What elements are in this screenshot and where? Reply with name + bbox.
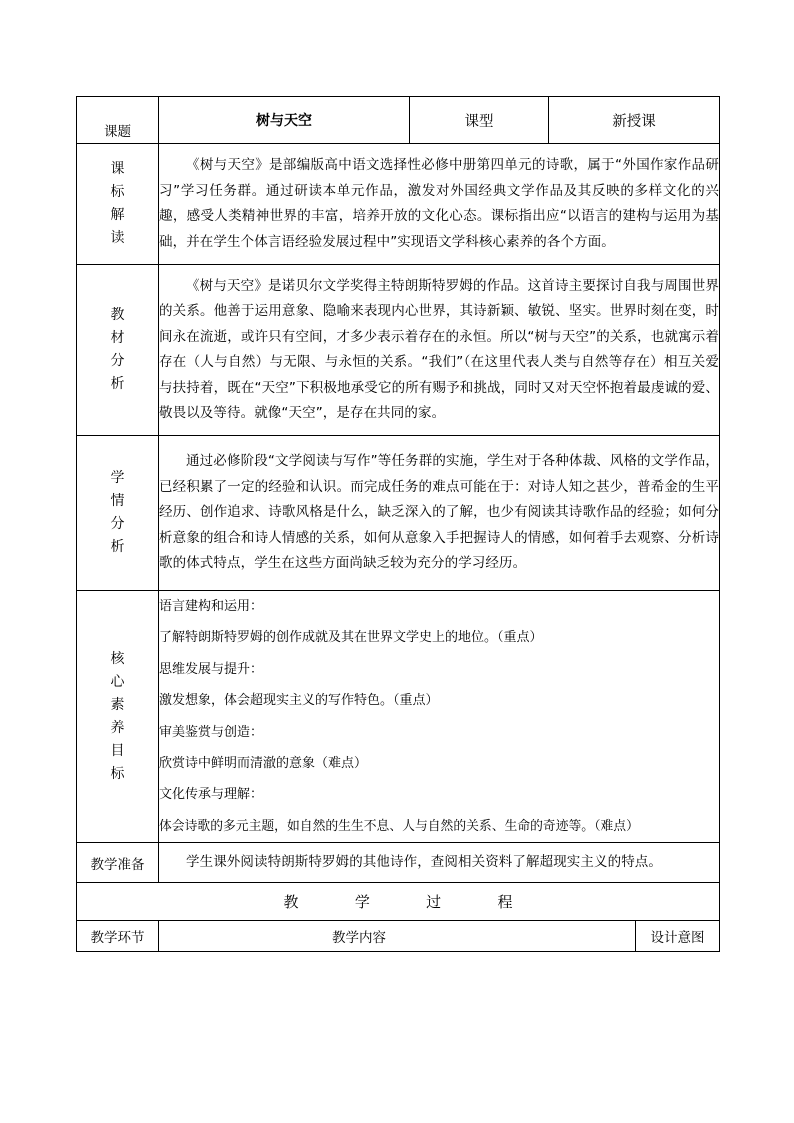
process-char: 过 <box>426 893 442 912</box>
students-label-char: 分 <box>110 516 125 532</box>
process-heading <box>77 883 720 921</box>
preparation-row <box>77 843 720 883</box>
topic-value-cell <box>159 97 410 144</box>
content-column-header <box>159 921 636 952</box>
goal-heading: 文化传承与理解： <box>159 787 264 803</box>
goals-label-char: 目 <box>110 742 125 759</box>
process-row <box>77 883 720 921</box>
material-label-char: 分 <box>110 353 125 369</box>
students-label-char: 析 <box>110 539 125 555</box>
lesson-plan-table <box>76 96 720 952</box>
goals-row <box>77 591 720 843</box>
intent-column-header: 设计意图 <box>636 921 720 952</box>
students-label-char: 情 <box>110 493 125 509</box>
goals-label-char: 心 <box>110 673 125 690</box>
goal-item: 欣赏诗中鲜明而清澈的意象（难点） <box>159 756 368 772</box>
goals-label-char: 标 <box>110 765 125 782</box>
material-label-char: 析 <box>110 376 125 392</box>
preparation-label: 教学准备 <box>90 856 145 873</box>
header-row <box>77 97 720 144</box>
process-char: 程 <box>497 893 513 912</box>
standards-text: 《树与天空》是部编版高中语文选择性必修中册第四单元的诗歌，属于“外国作家作品研习”学习任务群。通过研读本单元作品，激发对外国经典文学作品及其反映的多样文化的兴趣，感受人类精神世界的丰富，培养开放的文化心态。课标指出应“以语言的建构与运用为基础，并在学生个体言语经验发展过程中”实现语文学科核心素养的各个方面。 <box>159 144 720 265</box>
goals-content <box>159 591 720 843</box>
standards-label-cell <box>77 144 159 265</box>
material-text: 《树与天空》是诺贝尔文学奖得主特朗斯特罗姆的作品。这首诗主要探讨自我与周围世界的关系。他善于运用意象、隐喻来表现内心世界，其诗新颖、敏锐、坚实。世界时刻在变，时间永在流逝，或许只有空间，才多少表示着存在的永恒。所以“树与天空”的关系，也就寓示着存在（人与自然）与无限、与永恒的关系。“我们”（在这里代表人类与自然等存在）相互关爱与扶持着，既在“天空”下积极地承受它的所有赐予和挑战，同时又对天空怀抱着最虔诚的爱、敬畏以及等待。就像“天空”，是存在共同的家。 <box>159 265 720 436</box>
goals-label-char: 养 <box>110 719 125 736</box>
goals-label-cell <box>77 591 159 843</box>
topic-value: 树与天空 <box>256 113 312 129</box>
standards-label-char: 标 <box>110 184 125 200</box>
goal-item: 激发想象，体会超现实主义的写作特色。（重点） <box>159 693 439 709</box>
columns-row <box>77 921 720 952</box>
students-text: 通过必修阶段“文学阅读与写作”等任务群的实施，学生对于各种体裁、风格的文学作品，已经积累了一定的经验和认识。而完成任务的难点可能在于：对诗人知之甚少，普希金的生平经历、创作追求、诗歌风格是什么，缺乏深入的了解，也少有阅读其诗歌作品的经验；如何分析意象的组合和诗人情感的关系，如何从意象入手把握诗人的情感，如何着手去观察、分析诗歌的体式特点，学生在这些方面尚缺乏较为充分的学习经历。 <box>159 436 720 591</box>
goal-heading: 审美鉴赏与创造： <box>159 724 264 740</box>
goal-item: 体会诗歌的多元主题，如自然的生生不息、人与自然的关系、生命的奇迹等。（难点） <box>159 818 639 834</box>
material-label-cell <box>77 265 159 436</box>
standards-label-char: 课 <box>110 161 125 177</box>
topic-label-cell <box>77 97 159 144</box>
standards-label-char: 解 <box>110 207 125 223</box>
students-label-char: 学 <box>110 470 125 486</box>
content-column-label: 教学内容 <box>332 930 386 947</box>
material-label-char: 材 <box>110 330 125 346</box>
material-label-char: 教 <box>110 307 125 323</box>
process-char: 学 <box>354 893 370 912</box>
goal-heading: 思维发展与提升： <box>159 661 264 677</box>
stage-column-header: 教学环节 <box>77 921 159 952</box>
students-row <box>77 436 720 591</box>
type-value-cell <box>549 97 720 144</box>
topic-label: 课题 <box>104 124 131 140</box>
type-value: 新授课 <box>612 113 656 130</box>
material-row <box>77 265 720 436</box>
goals-label-char: 素 <box>110 696 125 713</box>
preparation-label-cell <box>77 843 159 883</box>
type-label-cell <box>410 97 549 144</box>
preparation-text: 学生课外阅读特朗斯特罗姆的其他诗作，查阅相关资料了解超现实主义的特点。 <box>159 843 720 883</box>
goals-label-char: 核 <box>110 650 125 667</box>
standards-label-char: 读 <box>110 230 125 246</box>
process-char: 教 <box>283 893 299 912</box>
standards-row <box>77 144 720 265</box>
goal-heading: 语言建构和运用： <box>159 599 264 614</box>
students-label-cell <box>77 436 159 591</box>
type-label: 课型 <box>464 113 494 130</box>
goal-item: 了解特朗斯特罗姆的创作成就及其在世界文学史上的地位。（重点） <box>159 630 543 646</box>
